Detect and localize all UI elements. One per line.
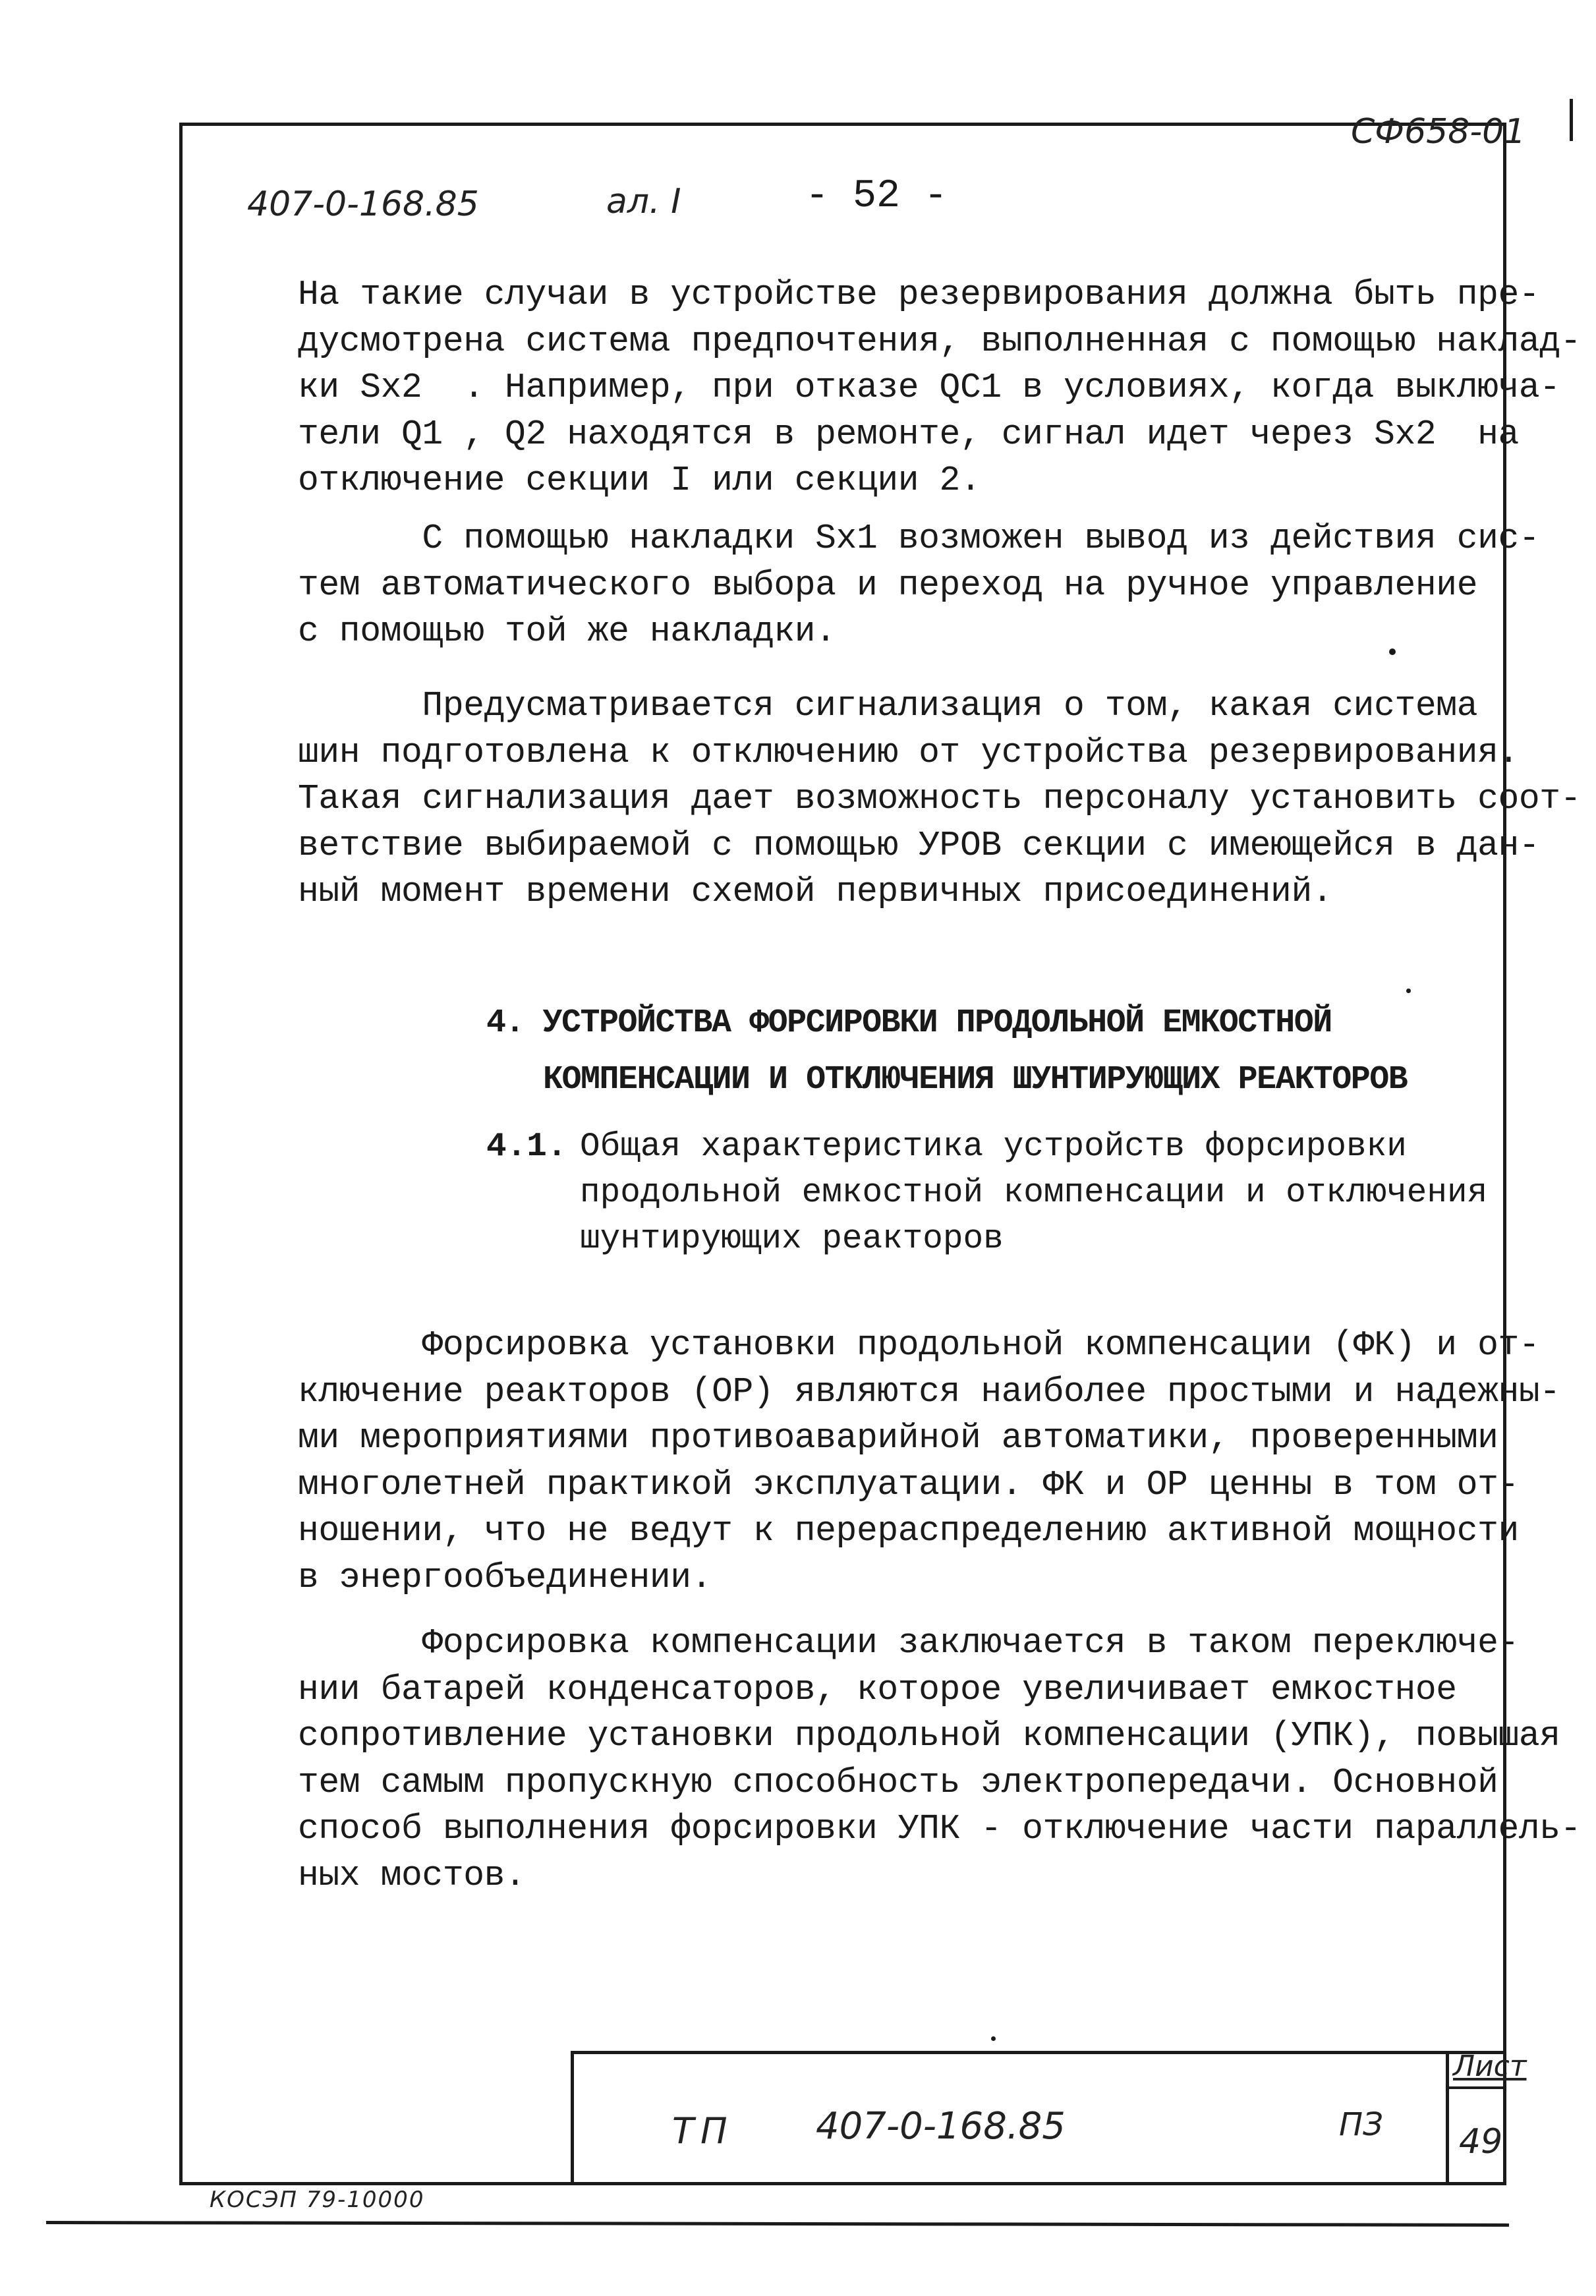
stamp-project-code: 407-0-168.85	[816, 2105, 1066, 2148]
speck-dot	[1389, 648, 1396, 655]
kosep-footer: КОСЭП 79-10000	[210, 2187, 425, 2213]
section-heading-line-2: КОМПЕНСАЦИИ И ОТКЛЮЧЕНИЯ ШУНТИРУЮЩИХ РЕАКТОРОВ	[543, 1061, 1408, 1099]
speck-dot	[991, 2036, 996, 2041]
paragraph-5: Форсировка компенсации заключается в таком переключе- нии батарей конденсаторов, которое увеличивает емкостное сопротивление установки продольной компенсации (УПК), повышая тем самым пропускную способность электропередачи. Основной способ выполнения форсировки УПК - отключение части параллель- ных мостов.	[298, 1623, 1582, 1895]
section-heading-line-1: 4. УСТРОЙСТВА ФОРСИРОВКИ ПРОДОЛЬНОЙ ЕМКОСТНОЙ	[486, 1004, 1332, 1042]
album-label: ал. I	[606, 182, 681, 221]
paragraph-4: Форсировка установки продольной компенсации (ФК) и от- ключение реакторов (ОР) являются наиболее простыми и надежны- ми мероприятиями противоаварийной автоматики, проверенными многолетней практикой эксплуатации. ФК и ОР ценны в том от- ношении, что не ведут к перераспределению активной мощности в энергообъединении.	[298, 1325, 1560, 1597]
sheet-label: Лист	[1453, 2050, 1527, 2083]
margin-mark	[1570, 99, 1573, 141]
bottom-edge-line	[46, 2221, 1509, 2227]
page-number: - 52 -	[805, 174, 948, 219]
paragraph-1: На такие случаи в устройстве резервирования должна быть пре- дусмотрена система предпочтения, выполненная с помощью наклад- ки Sх2 . Например, при отказе QC1 в условиях, когда выключа- тели Q1 , Q2 находятся в ремонте, сигнал идет через Sх2 на отключение секции I или секции 2.	[298, 275, 1582, 500]
stamp-section-code: ПЗ	[1339, 2106, 1383, 2143]
stamp-tp-label: ТП	[672, 2110, 734, 2152]
speck-dot	[1406, 989, 1411, 993]
paragraph-3: Предусматривается сигнализация о том, какая система шин подготовлена к отключению от устройства резервирования. Такая сигнализация дает возможность персоналу установить соот- ветствие выбираемой с помощью УРОВ секции с имеющейся в дан- ный момент времени схемой первичных присоединений.	[298, 686, 1582, 911]
sheet-number: 49	[1459, 2122, 1503, 2162]
sheet-divider	[1446, 2086, 1506, 2089]
subsection-title: Общая характеристика устройств форсировки продольной емкостной компенсации и отключения шунтирующих реакторов	[580, 1128, 1488, 1258]
code-top-right: СФ658-01	[1351, 112, 1526, 152]
subsection-number: 4.1.	[486, 1128, 567, 1166]
paragraph-2: С помощью накладки Sх1 возможен вывод из действия сис- тем автоматического выбора и переход на ручное управление с помощью той же накладки.	[298, 519, 1540, 651]
doc-number: 407-0-168.85	[247, 185, 479, 224]
